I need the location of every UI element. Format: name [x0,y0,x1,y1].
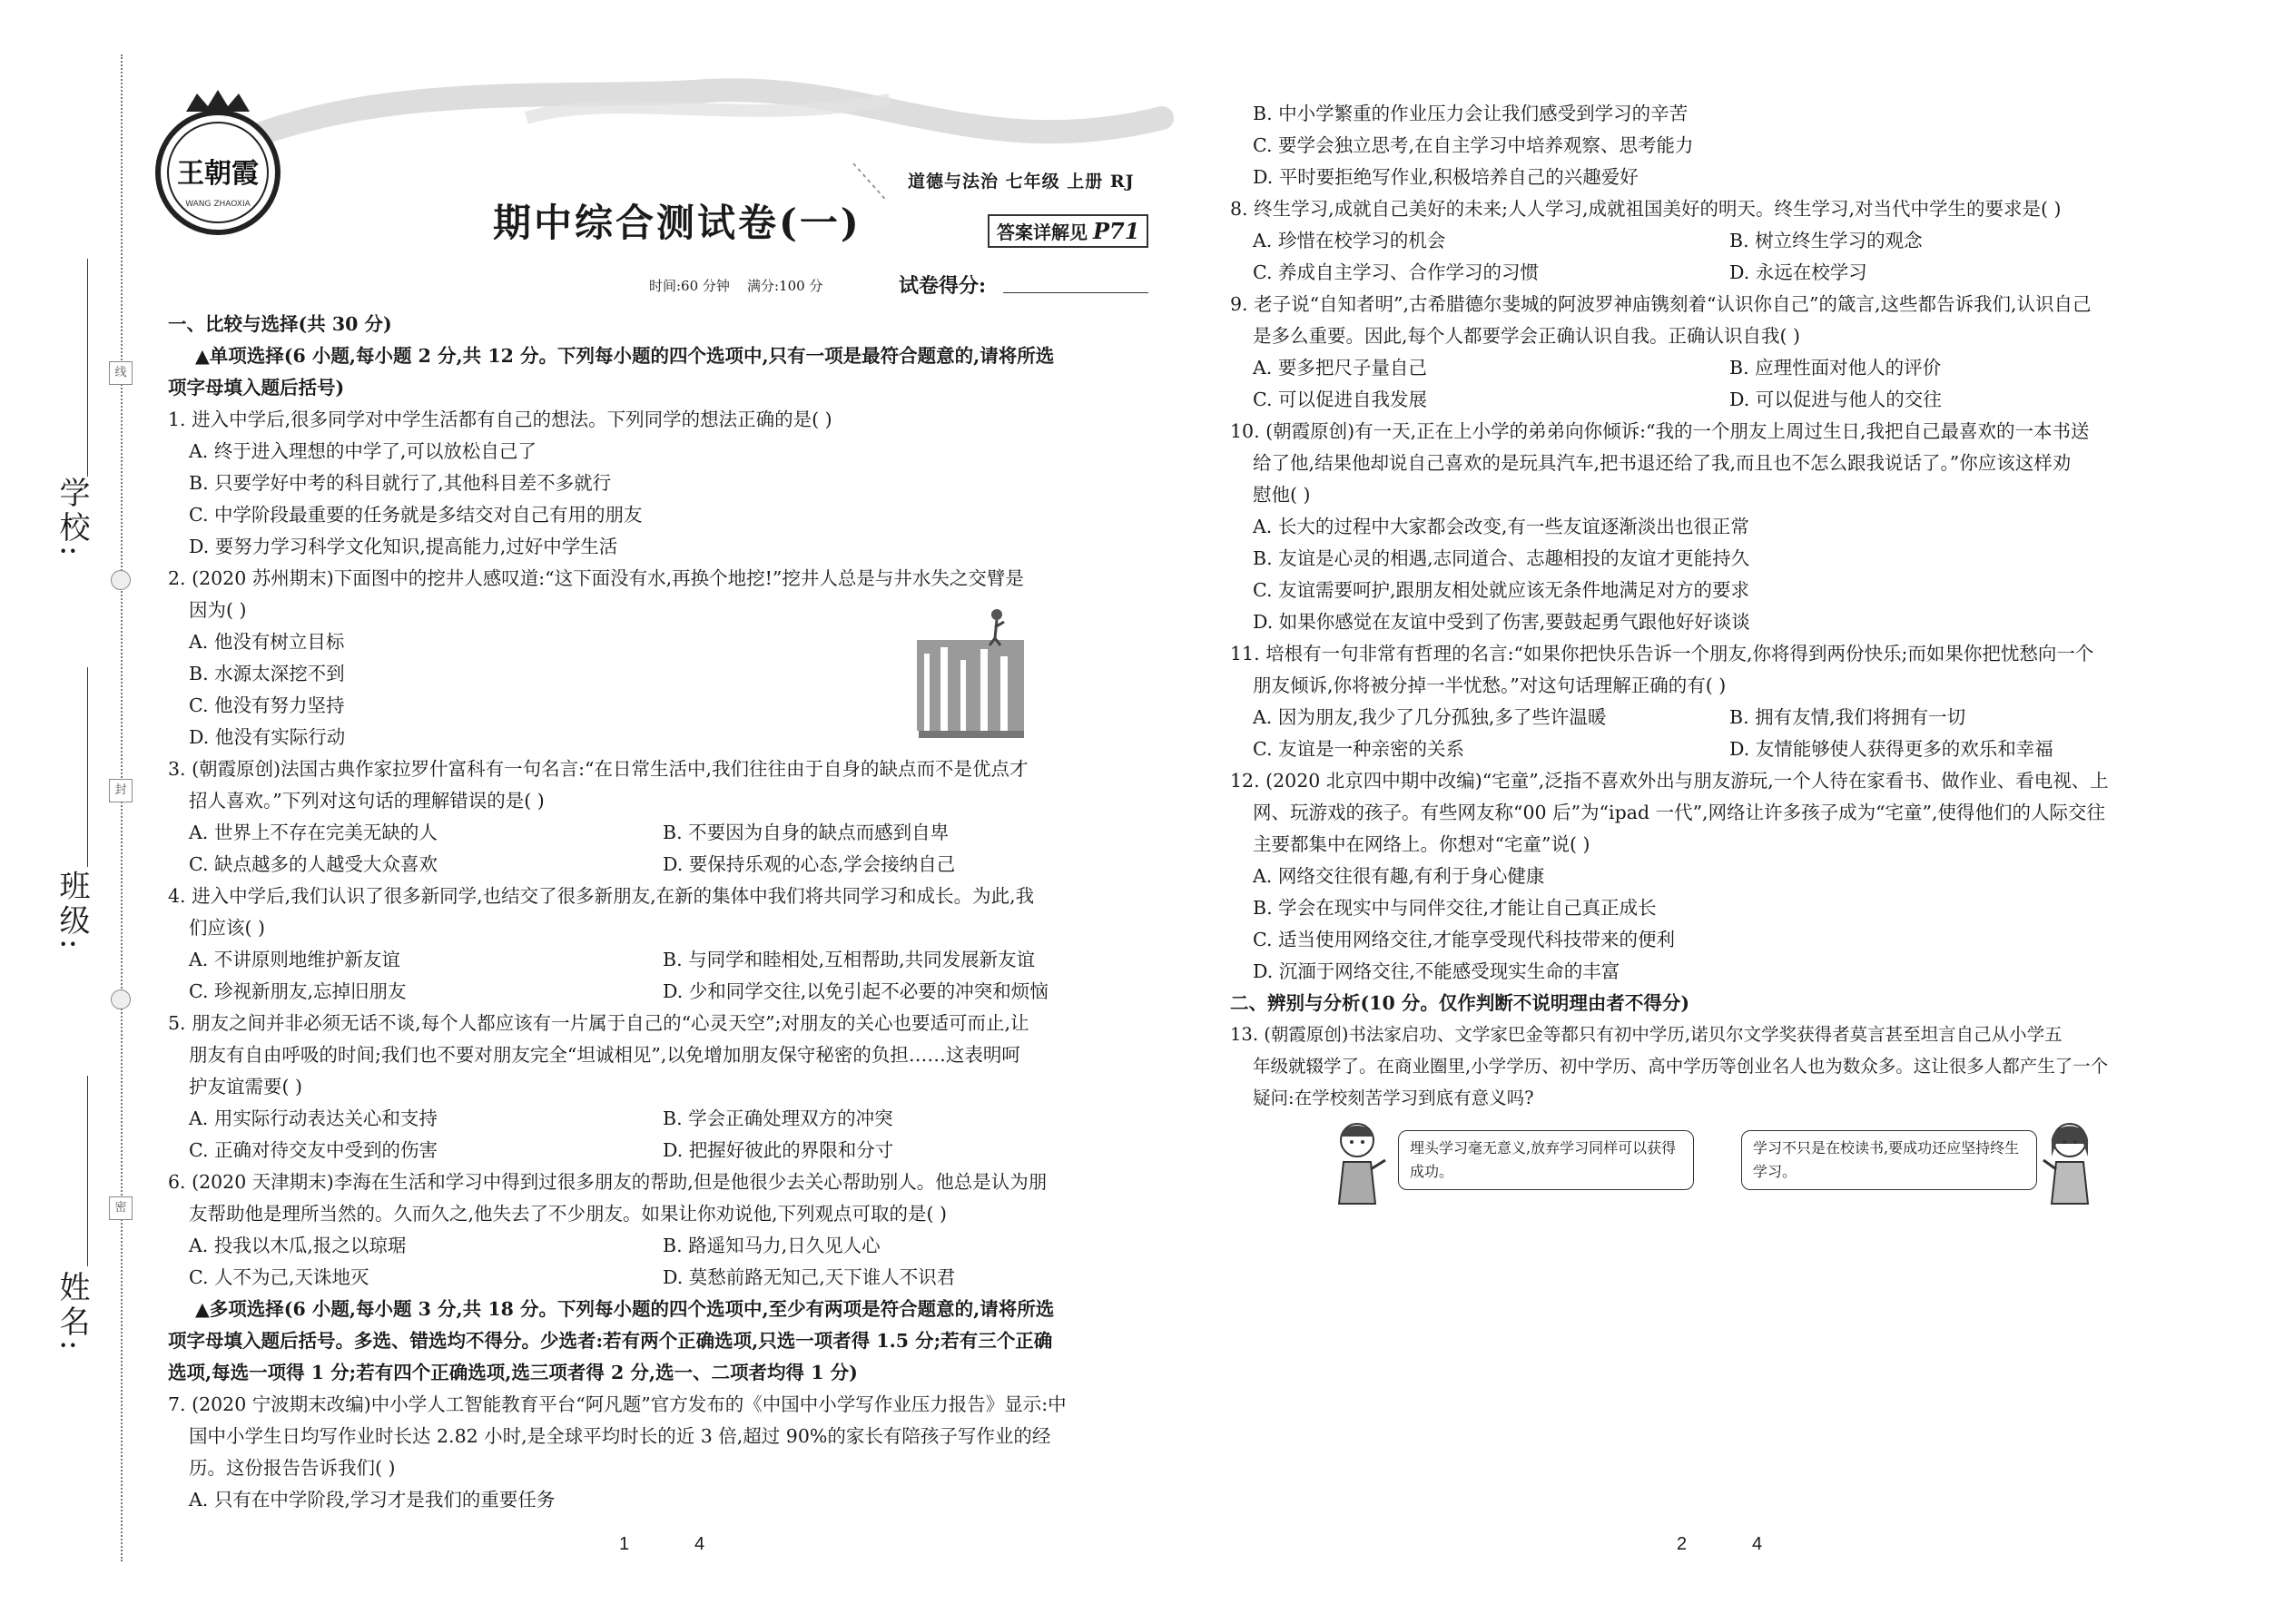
q9-option-b: B. 应理性面对他人的评价 [1729,357,1942,379]
binding-tag-line: 线 [109,361,133,385]
left-page-total: 4 [694,1534,705,1554]
multi-choice-instructions-cont2: 选项,每选一项得 1 分;若有四个正确选项,选三项者得 2 分,选一、二项者均得 1 分) [168,1362,858,1383]
question-3: 3. (朝霞原创)法国古典作家拉罗什富科有一句名言:“在日常生活中,我们往往由于自身的缺点而不是优点才 [168,758,1029,780]
q7-option-b: B. 中小学繁重的作业压力会让我们感受到学习的辛苦 [1253,103,1689,124]
question-2: 2. (2020 苏州期末)下面图中的挖井人感叹道:“这下面没有水,再换个地挖!”挖井人总是与井水失之交臂是 [168,567,1024,589]
question-1: 1. 进入中学后,很多同学对中学生活都有自己的想法。下列同学的想法正确的是( ) [168,408,832,430]
question-10-cont2: 慰他( ) [1253,484,1311,506]
q6-option-a: A. 投我以木瓜,报之以琼琚 [189,1235,407,1256]
q1-option-a: A. 终于进入理想的中学了,可以放松自己了 [189,440,537,462]
boy-speech-bubble: 埋头学习毫无意义,放弃学习同样可以获得成功。 [1398,1130,1694,1190]
question-5: 5. 朋友之间并非必须无话不谈,每个人都应该有一片属于自己的“心灵天空”;对朋友的关心也要适可而止,让 [168,1012,1029,1034]
brand-logo [150,86,286,241]
q1-option-d: D. 要努力学习科学文化知识,提高能力,过好中学生活 [189,536,618,557]
question-9-cont: 是多么重要。因此,每个人都要学会正确认识自我。正确认识自我( ) [1253,325,1801,347]
q9-option-d: D. 可以促进与他人的交往 [1729,389,1942,410]
q4-option-c: C. 珍视新朋友,忘掉旧朋友 [189,980,407,1002]
q4-option-a: A. 不讲原则地维护新友谊 [189,949,400,970]
q11-option-b: B. 拥有友情,我们将拥有一切 [1729,706,1966,728]
girl-speech-bubble: 学习不只是在校读书,要成功还应坚持终生学习。 [1741,1130,2037,1190]
class-label: 班级: [54,870,90,953]
q12-option-a: A. 网络交往很有趣,有利于身心健康 [1253,865,1545,887]
q2-option-d: D. 他没有实际行动 [189,726,346,748]
answer-ref-label: 答案详解见 [997,221,1088,243]
name-field[interactable] [87,1076,88,1266]
single-choice-instructions: ▲单项选择(6 小题,每小题 2 分,共 12 分。下列每小题的四个选项中,只有一项是最符合题意的,请将所选 [195,345,1055,367]
q3-option-b: B. 不要因为自身的缺点而感到自卑 [663,822,950,843]
girl-illustration [2038,1117,2102,1207]
school-label: 学校: [54,477,90,560]
question-12: 12. (2020 北京四中期中改编)“宅童”,泛指不喜欢外出与朋友游玩,一个人待在家看书、做作业、看电视、上 [1230,770,2109,792]
binding-hole [111,989,131,1009]
question-6: 6. (2020 天津期末)李海在生活和学习中得到过很多朋友的帮助,但是他很少去关心帮助别人。他总是认为朋 [168,1171,1048,1193]
q8-option-c: C. 养成自主学习、合作学习的习惯 [1253,261,1539,283]
subject-line: 道德与法治 七年级 上册 RJ [908,172,1135,192]
q5-option-d: D. 把握好彼此的界限和分寸 [663,1139,894,1161]
q2-option-c: C. 他没有努力坚持 [189,694,345,716]
q9-option-c: C. 可以促进自我发展 [1253,389,1427,410]
question-9: 9. 老子说“自知者明”,古希腊德尔斐城的阿波罗神庙镌刻着“认识你自己”的箴言,这些都告诉我们,认识自己 [1230,293,2092,315]
q6-option-d: D. 莫愁前路无知己,天下谁人不识君 [663,1266,956,1288]
q2-option-a: A. 他没有树立目标 [189,631,345,653]
answer-ref-page: P71 [1093,218,1140,244]
q6-option-b: B. 路遥知马力,日久见人心 [663,1235,881,1256]
q8-option-a: A. 珍惜在校学习的机会 [1253,230,1446,251]
q11-option-c: C. 友谊是一种亲密的关系 [1253,738,1464,760]
q10-option-c: C. 友谊需要呵护,跟朋友相处就应该无条件地满足对方的要求 [1253,579,1750,601]
question-12-cont2: 主要都集中在网络上。你想对“宅童”说( ) [1253,833,1590,855]
question-5-cont: 朋友有自由呼吸的时间;我们也不要对朋友完全“坦诚相见”,以免增加朋友保守秘密的负担……这表明呵 [189,1044,1020,1066]
name-label: 姓名: [54,1271,90,1354]
question-2-cont: 因为( ) [189,599,247,621]
time-info: 时间:60 分钟 满分:100 分 [649,278,823,294]
q10-option-a: A. 长大的过程中大家都会改变,有一些友谊逐渐淡出也很正常 [1253,516,1749,537]
class-field[interactable] [87,667,88,867]
q5-option-a: A. 用实际行动表达关心和支持 [189,1107,438,1129]
q4-option-b: B. 与同学和睦相处,互相帮助,共同发展新友谊 [663,949,1036,970]
question-3-cont: 招人喜欢。”下列对这句话的理解错误的是( ) [189,790,545,812]
binding-tag-seal: 封 [109,779,133,802]
q12-option-b: B. 学会在现实中与同伴交往,才能让自己真正成长 [1253,897,1657,919]
q8-option-d: D. 永远在校学习 [1729,261,1867,283]
q7-option-d: D. 平时要拒绝写作业,积极培养自己的兴趣爱好 [1253,166,1639,188]
question-12-cont: 网、玩游戏的孩子。有些网友称“00 后”为“ipad 一代”,网络让许多孩子成为“宅童”,使得他们的人际交往 [1253,802,2106,823]
boy-illustration [1325,1117,1389,1207]
question-7-cont2: 历。这份报告告诉我们( ) [189,1457,396,1479]
question-11-cont: 朋友倾诉,你将被分掉一半忧愁。”对这句话理解正确的有( ) [1253,674,1727,696]
q10-option-d: D. 如果你感觉在友谊中受到了伤害,要鼓起勇气跟他好好谈谈 [1253,611,1750,633]
question-13-cont2: 疑问:在学校刻苦学习到底有意义吗? [1253,1088,1534,1108]
svg-text:WANG ZHAOXIA: WANG ZHAOXIA [185,200,251,209]
score-label: 试卷得分: [899,274,987,298]
well-digger-illustration [917,604,1026,740]
q10-option-b: B. 友谊是心灵的相遇,志同道合、志趣相投的友谊才更能持久 [1253,547,1750,569]
binding-tag-secret: 密 [109,1196,133,1220]
page-title: 期中综合测试卷(一) [493,201,861,245]
question-13: 13. (朝霞原创)书法家启功、文学家巴金等都只有初中学历,诺贝尔文学奖获得者莫言甚至坦言自己从小学五 [1230,1024,2063,1045]
question-10: 10. (朝霞原创)有一天,正在上小学的弟弟向你倾诉:“我的一个朋友上周过生日,我把自己最喜欢的一本书送 [1230,420,2090,442]
question-8: 8. 终生学习,成就自己美好的未来;人人学习,成就祖国美好的明天。终生学习,对当代中学生的要求是( ) [1230,198,2062,220]
question-13-cont: 年级就辍学了。在商业圈里,小学学历、初中学历、高中学历等创业名人也为数众多。这让很多人都产生了一个 [1253,1056,2109,1077]
q1-option-b: B. 只要学好中考的科目就行了,其他科目差不多就行 [189,472,612,494]
q3-option-a: A. 世界上不存在完美无缺的人 [189,822,438,843]
q9-option-a: A. 要多把尺子量自己 [1253,357,1427,379]
q7-option-c: C. 要学会独立思考,在自主学习中培养观察、思考能力 [1253,134,1694,156]
q8-option-b: B. 树立终生学习的观念 [1729,230,1923,251]
svg-text:王朝霞: 王朝霞 [177,158,259,190]
question-7-cont: 国中小学生日均写作业时长达 2.82 小时,是全球平均时长的近 3 倍,超过 90%的家长有陪孩子写作业的经 [189,1425,1051,1447]
multi-choice-instructions-cont: 项字母填入题后括号。多选、错选均不得分。少选者:若有两个正确选项,只选一项者得 1.5 分;若有三个正确 [168,1330,1053,1352]
question-4: 4. 进入中学后,我们认识了很多新同学,也结交了很多新朋友,在新的集体中我们将共同学习和成长。为此,我 [168,885,1035,907]
multi-choice-instructions: ▲多项选择(6 小题,每小题 3 分,共 18 分。下列每小题的四个选项中,至少有两项是符合题意的,请将所选 [195,1298,1055,1320]
q7-option-a: A. 只有在中学阶段,学习才是我们的重要任务 [189,1489,556,1511]
binding-dotted-line [121,54,123,1561]
school-field[interactable] [87,259,88,477]
question-4-cont: 们应该( ) [189,917,266,939]
q5-option-c: C. 正确对待交友中受到的伤害 [189,1139,438,1161]
score-field[interactable] [1003,292,1148,293]
question-6-cont: 友帮助他是理所当然的。久而久之,他失去了不少朋友。如果让你劝说他,下列观点可取的是( ) [189,1203,948,1225]
q5-option-b: B. 学会正确处理双方的冲突 [663,1107,893,1129]
single-choice-instructions-cont: 项字母填入题后括号) [168,377,345,399]
q2-option-b: B. 水源太深挖不到 [189,663,345,684]
q11-option-a: A. 因为朋友,我少了几分孤独,多了些许温暖 [1253,706,1607,728]
q11-option-d: D. 友情能够使人获得更多的欢乐和幸福 [1729,738,2053,760]
q6-option-c: C. 人不为己,天诛地灭 [189,1266,369,1288]
right-page-number: 2 [1677,1534,1688,1554]
answer-reference-box [988,214,1148,248]
section-one-heading: 一、比较与选择(共 30 分) [168,313,392,335]
binding-hole [111,570,131,590]
question-11: 11. 培根有一句非常有哲理的名言:“如果你把快乐告诉一个朋友,你将得到两份快乐;而如果你把忧愁向一个 [1230,643,2094,664]
q12-option-c: C. 适当使用网络交往,才能享受现代科技带来的便利 [1253,929,1676,950]
q3-option-c: C. 缺点越多的人越受大众喜欢 [189,853,438,875]
q1-option-c: C. 中学阶段最重要的任务就是多结交对自己有用的朋友 [189,504,643,526]
question-7: 7. (2020 宁波期末改编)中小学人工智能教育平台“阿凡题”官方发布的《中国中小学写作业压力报告》显示:中 [168,1393,1067,1415]
q3-option-d: D. 要保持乐观的心态,学会接纳自己 [663,853,956,875]
right-page-total: 4 [1752,1534,1763,1554]
question-10-cont: 给了他,结果他却说自己喜欢的是玩具汽车,把书退还给了我,而且也不怎么跟我说话了。”你应该这样劝 [1253,452,2072,474]
question-5-cont2: 护友谊需要( ) [189,1076,303,1097]
section-two-heading: 二、辨别与分析(10 分。仅作判断不说明理由者不得分) [1230,992,1690,1014]
left-page-number: 1 [619,1534,630,1554]
q4-option-d: D. 少和同学交往,以免引起不必要的冲突和烦恼 [663,980,1049,1002]
q12-option-d: D. 沉湎于网络交往,不能感受现实生命的丰富 [1253,960,1620,982]
